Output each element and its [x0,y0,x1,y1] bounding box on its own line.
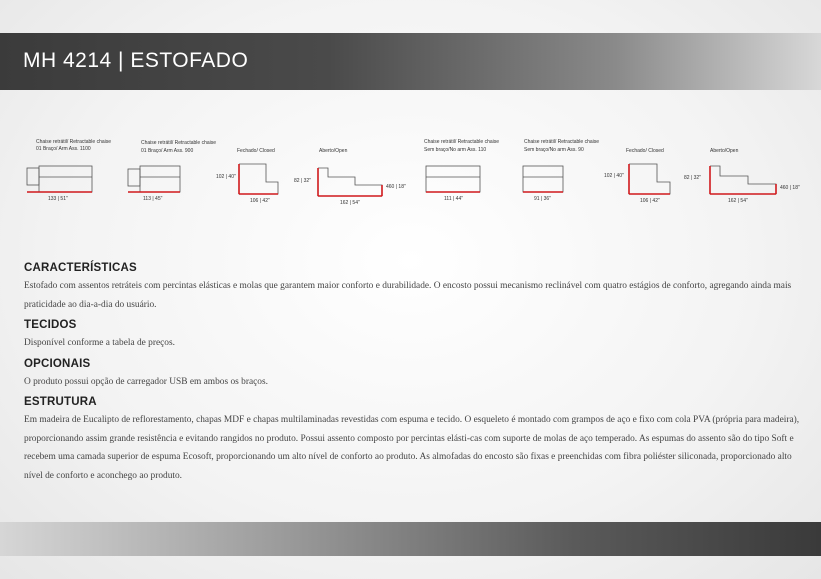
diagram-6-label-2: Sem braço/No arm Ass. 90 [524,147,584,153]
diagram-3-label-1: Fechado/ Closed [237,148,275,154]
diagram-8 [684,148,800,204]
diagram-6 [523,139,599,202]
diagram-7-label-1: Fechado/ Closed [626,148,664,154]
diagram-3-dim-bottom: 106 | 42" [250,198,270,204]
product-description [24,262,804,485]
diagram-4 [294,148,406,206]
section-title-caracteristicas: CARACTERÍSTICAS [24,262,137,274]
section-body-tecidos: Disponível conforme a tabela de preços. [24,338,175,348]
diagram-5-label-2: Sem braço/No arm Ass. 110 [424,147,487,153]
diagram-7-dim-bottom: 106 | 42" [640,198,660,204]
diagram-1-dim-bottom: 133 | 51" [48,196,68,202]
diagram-2-dim-bottom: 113 | 45" [143,196,163,202]
diagram-7-dim-left: 102 | 40" [604,173,624,179]
diagram-6-dim-bottom: 91 | 36" [534,196,551,202]
diagram-6-label-1: Chaise retrátil/ Retractable chaise [524,139,600,145]
diagram-5-label-1: Chaise retrátil/ Retractable chaise [424,139,500,145]
diagram-4-dim-bottom: 162 | 54" [340,200,360,206]
diagram-4-label-1: Aberto/Open [319,148,348,154]
section-title-estrutura: ESTRUTURA [24,396,97,408]
diagram-2-label-2: 01 Braço/ Arm Ass. 900 [141,148,194,154]
diagram-4-dim-left: 82 | 32" [294,178,311,184]
diagram-8-dim-bottom: 162 | 54" [728,198,748,204]
diagram-3-dim-left: 102 | 40" [216,174,236,180]
dimension-diagrams [0,130,821,215]
diagram-8-dim-right: 460 | 18" [780,185,800,191]
diagram-5 [424,139,499,202]
section-opcionais [24,358,804,392]
diagram-8-dim-left: 82 | 32" [684,175,701,181]
section-caracteristicas [24,262,804,314]
diagram-1-label-2: 01 Braço/ Arm Ass. 1100 [36,146,91,152]
page-title: MH 4214 | ESTOFADO [23,49,249,72]
diagrams-svg [0,130,821,215]
diagram-3 [216,148,278,204]
section-body-caracteristicas: Estofado com assentos retráteis com percintas elásticas e molas que garantem maior conforto e durabilidade. O encosto possui mecanismo reclinável com quatro estágios de conforto, agregando ainda mais praticidade ao dia-a-dia do usuário. [24,281,792,310]
section-title-opcionais: OPCIONAIS [24,357,91,370]
footer-bar [0,522,821,556]
diagram-8-label-1: Aberto/Open [710,148,739,154]
diagram-5-dim-bottom: 111 | 44" [444,196,464,202]
section-estrutura [24,396,804,485]
section-body-opcionais: O produto possui opção de carregador USB em ambos os braços. [24,376,268,387]
section-body-estrutura: Em madeira de Eucalipto de reflorestamento, chapas MDF e chapas multilaminadas revestidas com espuma e tecido. O esqueleto é montado com grampos de aço e fixo com cola PVA (própria para madeira), proporcionando assim grande resistência e evitando rangidos no produto. Possui assento composto por percintas elásti-cas com suporte de molas de aço temperado. As espumas do assento são do tipo Soft e recebem uma camada superior de espuma Ecosoft, proporcionando um alto nível de conforto ao produto. As almofadas do encosto são fixas e preenchidas com fibra poliéster siliconada, proporcionado alto nível de conforto e aconchego ao produto. [24,415,800,481]
diagram-2-label-1: Chaise retrátil/ Retractable chaise [141,140,217,146]
diagram-1 [27,139,111,202]
diagram-2 [128,140,216,202]
diagram-4-dim-right: 460 | 18" [386,184,406,190]
diagram-1-label-1: Chaise retrátil/ Retractable chaise [36,139,112,145]
section-tecidos [24,319,804,353]
section-title-tecidos: TECIDOS [24,319,77,331]
diagram-7 [604,148,670,204]
